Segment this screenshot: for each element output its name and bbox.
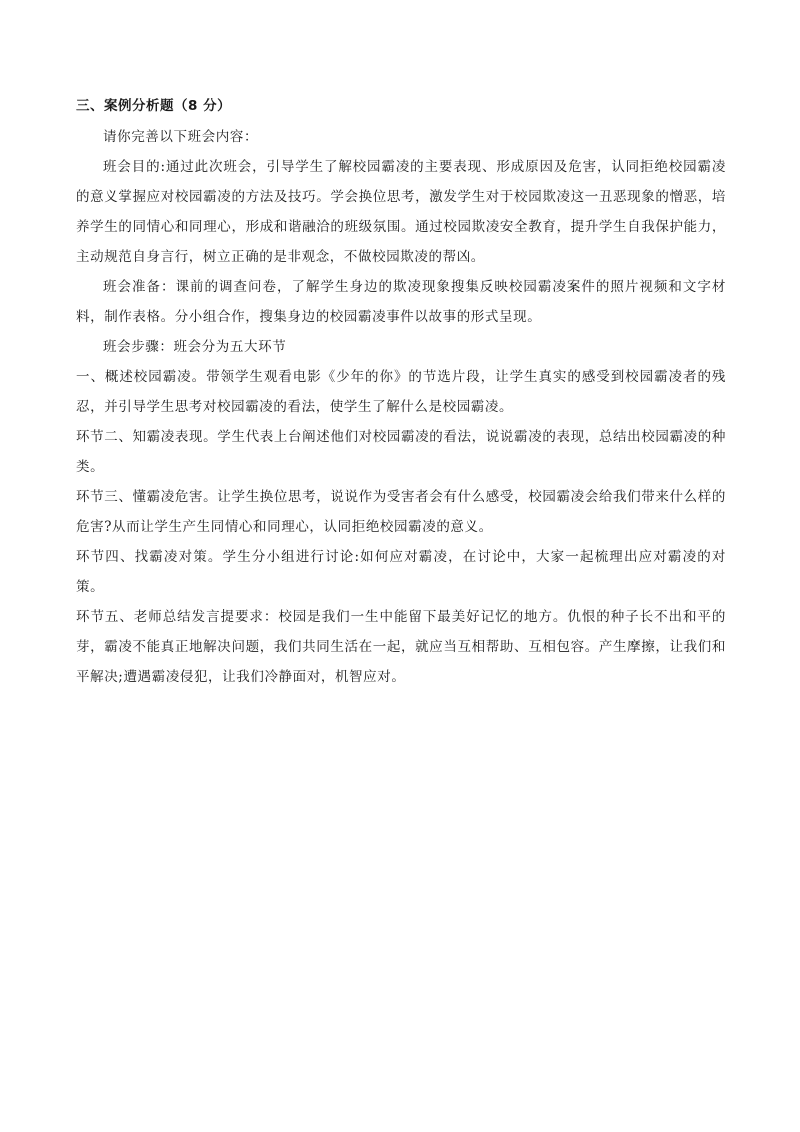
section-heading: 三、案例分析题（8 分） [76, 98, 232, 114]
meeting-preparation-paragraph: 班会准备：课前的调查问卷，了解学生身边的欺凌现象搜集反映校园霸凌案件的照片视频和文字材料，制作表格。分小组合作，搜集身边的校园霸凌事件以故事的形式呈现。 [76, 279, 726, 325]
step-four-paragraph: 环节四、找霸凌对策。学生分小组进行讨论:如何应对霸凌，在讨论中，大家一起梳理出应对霸凌的对策。 [76, 549, 726, 595]
step-one-paragraph: 一、概述校园霸凌。带领学生观看电影《少年的你》的节选片段，让学生真实的感受到校园霸凌者的残忍，并引导学生思考对校园霸凌的看法，使学生了解什么是校园霸凌。 [76, 369, 726, 415]
document-page [76, 92, 726, 692]
meeting-purpose-paragraph: 班会目的:通过此次班会，引导学生了解校园霸凌的主要表现、形成原因及危害，认同拒绝校园霸凌的意义掌握应对校园霸凌的方法及技巧。学会换位思考，激发学生对于校园欺凌这一丑恶现象的憎恶，培养学生的同情心和同理心，形成和谐融洽的班级氛围。通过校园欺凌安全教育，提升学生自我保护能力，主动规范自身言行，树立正确的是非观念，不做校园欺凌的帮凶。 [76, 159, 726, 265]
meeting-steps-heading: 班会步骤：班会分为五大环节 [103, 339, 287, 355]
step-three-paragraph: 环节三、懂霸凌危害。让学生换位思考，说说作为受害者会有什么感受，校园霸凌会给我们带来什么样的危害?从而让学生产生同情心和同理心，认同拒绝校园霸凌的意义。 [76, 489, 726, 535]
step-five-paragraph: 环节五、老师总结发言提要求：校园是我们一生中能留下最美好记忆的地方。仇恨的种子长不出和平的芽，霸凌不能真正地解决问题，我们共同生活在一起，就应当互相帮助、互相包容。产生摩擦，让我们和平解决;遭遇霸凌侵犯，让我们冷静面对，机智应对。 [76, 609, 726, 685]
instruction-paragraph: 请你完善以下班会内容： [103, 129, 259, 145]
step-two-paragraph: 环节二、知霸凌表现。学生代表上台阐述他们对校园霸凌的看法，说说霸凌的表现，总结出校园霸凌的种类。 [76, 429, 726, 475]
